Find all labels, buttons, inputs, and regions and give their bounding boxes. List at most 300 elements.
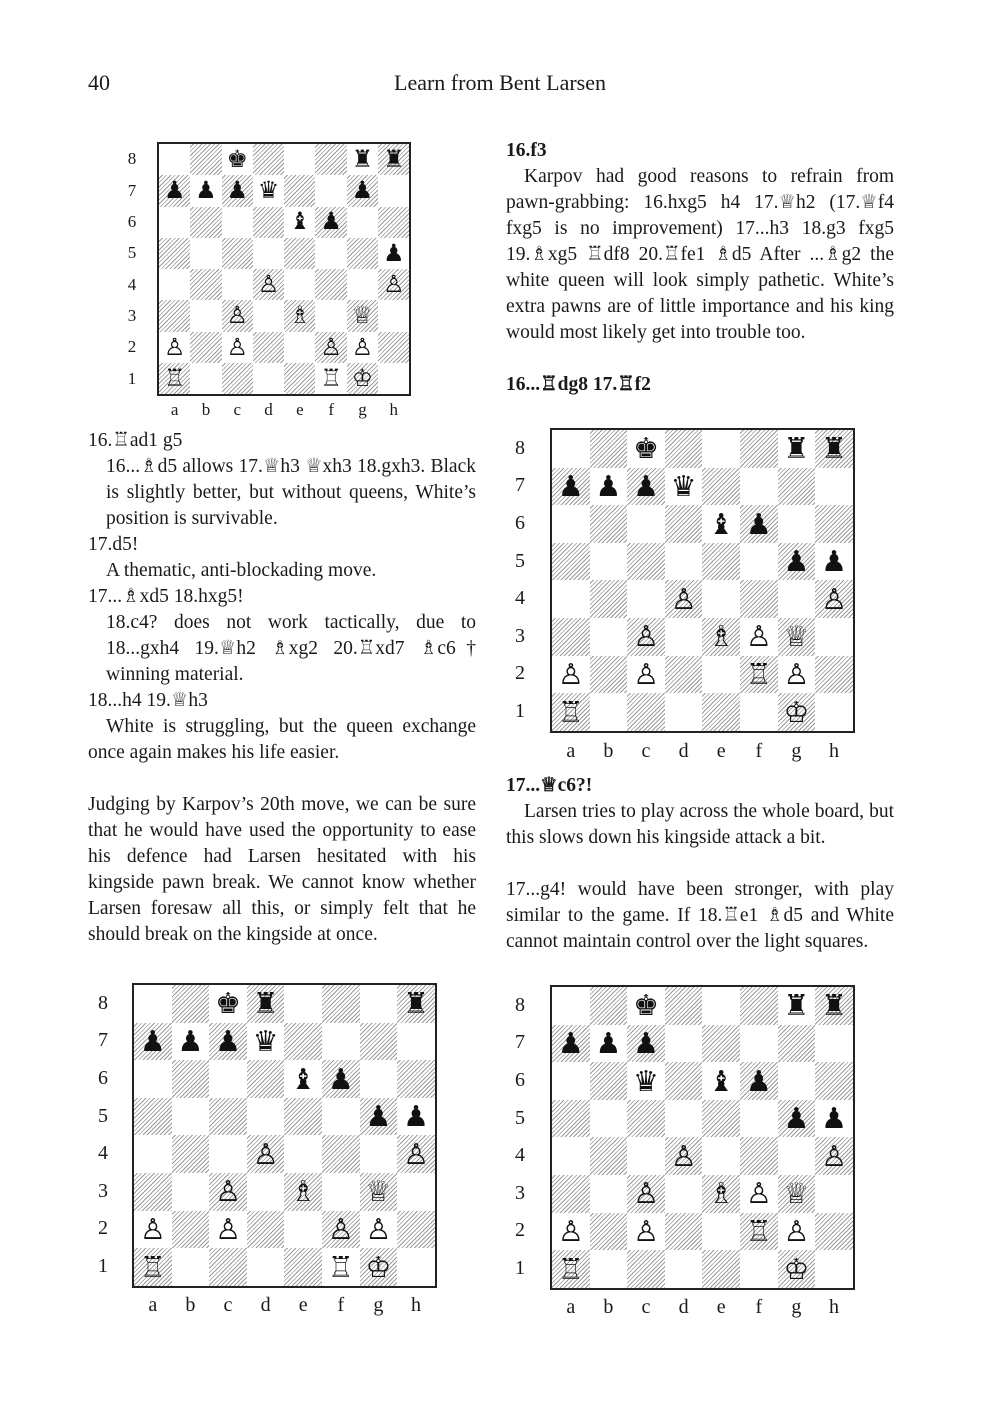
chess-board: [550, 428, 855, 733]
board-square: [284, 363, 315, 394]
file-label: c: [641, 740, 651, 762]
white-pawn-icon: ♙: [670, 581, 697, 616]
board-square: [397, 1211, 435, 1249]
white-king-icon: ♔: [351, 363, 374, 392]
board-square: [315, 300, 346, 331]
board-square: [552, 543, 590, 581]
board-square: [702, 430, 740, 468]
board-square: [815, 693, 853, 731]
rank-label: 5: [515, 1106, 525, 1129]
board-square: [322, 1248, 360, 1286]
board-square: [552, 430, 590, 468]
board-square: [627, 468, 665, 506]
file-label: c: [641, 1296, 651, 1318]
board-square: [740, 1025, 778, 1063]
black-pawn-icon: ♟: [327, 1061, 354, 1096]
black-bishop-icon: ♝: [708, 1063, 735, 1098]
board-square: [397, 1060, 435, 1098]
board-square: [627, 987, 665, 1025]
board-square: [347, 238, 378, 269]
board-square: [347, 269, 378, 300]
commentary-paragraph: 18.c4? does not work tactically, due to 18...gxh4 19.♕h2 ♗xg2 20.♖xd7 ♗c6† winning material.: [106, 612, 476, 685]
file-label: h: [828, 1296, 839, 1318]
black-pawn-icon: ♟: [195, 176, 217, 205]
white-rook-icon: ♖: [164, 363, 186, 392]
board-square: [815, 618, 853, 656]
board-square: [222, 238, 253, 269]
board-square: [702, 505, 740, 543]
board-square: [627, 1062, 665, 1100]
black-pawn-icon: ♟: [821, 1101, 847, 1136]
board-square: [778, 505, 816, 543]
white-bishop-icon: ♗: [289, 301, 311, 330]
board-square: [209, 1060, 247, 1098]
board-square: [134, 1173, 172, 1211]
black-rook-icon: ♜: [403, 986, 429, 1021]
white-pawn-icon: ♙: [821, 1138, 847, 1173]
move-line: 16...♖dg8 17.♖f2: [506, 374, 651, 395]
board-square: [552, 1137, 590, 1175]
board-square: [284, 175, 315, 206]
white-pawn-icon: ♙: [633, 1176, 659, 1211]
board-square: [172, 1135, 210, 1173]
board-square: [159, 144, 190, 175]
board-square: [284, 985, 322, 1023]
white-pawn-icon: ♙: [257, 269, 280, 298]
black-pawn-icon: ♟: [320, 207, 342, 236]
rank-label: 3: [98, 1179, 108, 1202]
white-rook-icon: ♖: [745, 1214, 772, 1249]
commentary-paragraph: Judging by Karpov’s 20th move, we can be sure that he would have used the opportunity to ease his defence had Larsen hesitated with his kingside pawn break. We cannot know whether Larsen foresaw all this, or simply felt that he should break on the kingside at once.: [88, 794, 476, 945]
board-square: [247, 1135, 285, 1173]
move-line: 17...♗xd5 18.hxg5!: [88, 586, 244, 607]
board-square: [315, 207, 346, 238]
board-square: [284, 332, 315, 363]
file-label: g: [373, 1294, 384, 1316]
rank-label: 1: [98, 1255, 108, 1277]
white-pawn-icon: ♙: [670, 1138, 697, 1173]
board-square: [190, 332, 221, 363]
board-square: [378, 300, 409, 331]
board-square: [172, 1211, 210, 1249]
board-square: [322, 1023, 360, 1061]
board-square: [778, 618, 816, 656]
board-square: [815, 1137, 853, 1175]
board-square: [284, 1248, 322, 1286]
board-square: [552, 1025, 590, 1063]
board-square: [778, 987, 816, 1025]
board-square: [378, 207, 409, 238]
board-square: [702, 1137, 740, 1175]
rank-label: 2: [515, 1219, 525, 1242]
white-pawn-icon: ♙: [633, 619, 659, 654]
board-square: [253, 144, 284, 175]
board-square: [247, 1023, 285, 1061]
white-pawn-icon: ♙: [633, 657, 659, 692]
board-square: [665, 543, 703, 581]
board-square: [552, 1062, 590, 1100]
board-square: [360, 1211, 398, 1249]
board-square: [190, 363, 221, 394]
board-square: [347, 300, 378, 331]
black-pawn-icon: ♟: [783, 544, 810, 579]
black-queen-icon: ♛: [670, 469, 697, 504]
black-queen-icon: ♛: [633, 1063, 659, 1098]
board-square: [253, 238, 284, 269]
black-pawn-icon: ♟: [633, 1026, 659, 1061]
file-label: g: [791, 1296, 802, 1318]
board-square: [190, 238, 221, 269]
board-square: [627, 1137, 665, 1175]
board-square: [702, 580, 740, 618]
board-square: [778, 656, 816, 694]
file-label: b: [201, 400, 211, 419]
board-square: [815, 1175, 853, 1213]
board-square: [590, 1213, 628, 1251]
white-rook-icon: ♖: [139, 1249, 166, 1284]
white-queen-icon: ♕: [783, 619, 810, 654]
commentary-paragraph: White is struggling, but the queen exchange once again makes his life easier.: [88, 716, 476, 763]
board-square: [590, 1137, 628, 1175]
board-square: [134, 1248, 172, 1286]
board-square: [172, 1023, 210, 1061]
board-square: [322, 1173, 360, 1211]
board-square: [284, 238, 315, 269]
move-line: 17.d5!: [88, 534, 139, 555]
board-square: [284, 300, 315, 331]
board-square: [627, 505, 665, 543]
board-square: [665, 987, 703, 1025]
paragraph-gap: [88, 766, 476, 792]
white-king-icon: ♔: [783, 1251, 810, 1286]
board-square: [552, 618, 590, 656]
rank-label: 2: [127, 337, 137, 357]
board-square: [209, 1248, 247, 1286]
commentary-paragraph: 16...♗d5 allows 17.♕h3 ♕xh3 18.gxh3. Black is slightly better, but without queens, White’s position is survivable.: [106, 456, 476, 529]
rank-label: 8: [98, 991, 108, 1014]
board-square: [347, 207, 378, 238]
board-square: [590, 468, 628, 506]
rank-label: 4: [515, 587, 525, 610]
file-label: a: [566, 1296, 576, 1318]
board-square: [134, 1098, 172, 1136]
white-rook-icon: ♖: [557, 1251, 584, 1286]
board-square: [347, 175, 378, 206]
board-square: [209, 1135, 247, 1173]
page-number: 40: [88, 70, 110, 95]
board-square: [322, 1135, 360, 1173]
board-square: [702, 656, 740, 694]
board-square: [815, 543, 853, 581]
board-square: [665, 1250, 703, 1288]
board-square: [740, 1250, 778, 1288]
board-square: [347, 363, 378, 394]
board-square: [322, 985, 360, 1023]
board-square: [247, 1211, 285, 1249]
white-pawn-icon: ♙: [365, 1212, 392, 1247]
file-label: c: [233, 400, 242, 419]
rank-label: 5: [127, 243, 137, 263]
board-square: [778, 1213, 816, 1251]
file-label: b: [603, 1296, 614, 1318]
black-rook-icon: ♜: [821, 431, 847, 466]
board-square: [253, 300, 284, 331]
board-square: [397, 1023, 435, 1061]
board-square: [778, 1100, 816, 1138]
chess-board: [550, 985, 855, 1290]
board-square: [360, 1135, 398, 1173]
black-bishop-icon: ♝: [290, 1061, 317, 1096]
black-king-icon: ♚: [226, 144, 248, 173]
file-label: g: [358, 400, 367, 419]
rank-label: 3: [127, 305, 137, 325]
board-square: [815, 1025, 853, 1063]
board-square: [665, 1175, 703, 1213]
board-square: [740, 693, 778, 731]
white-pawn-icon: ♙: [557, 657, 584, 692]
board-square: [702, 1100, 740, 1138]
board-square: [740, 505, 778, 543]
board-square: [159, 238, 190, 269]
board-square: [815, 468, 853, 506]
rank-label: 8: [127, 149, 137, 169]
board-square: [740, 468, 778, 506]
white-queen-icon: ♕: [365, 1174, 392, 1209]
board-square: [702, 468, 740, 506]
board-square: [778, 1025, 816, 1063]
board-square: [172, 985, 210, 1023]
board-square: [284, 1098, 322, 1136]
rank-label: 1: [515, 700, 525, 722]
board-square: [665, 1213, 703, 1251]
black-pawn-icon: ♟: [557, 469, 584, 504]
board-square: [665, 1100, 703, 1138]
board-square: [778, 1250, 816, 1288]
file-label: e: [298, 1294, 308, 1316]
black-pawn-icon: ♟: [595, 469, 622, 504]
board-square: [590, 1100, 628, 1138]
board-square: [552, 1250, 590, 1288]
board-square: [315, 332, 346, 363]
rank-label: 4: [515, 1144, 525, 1167]
board-square: [702, 1025, 740, 1063]
black-king-icon: ♚: [633, 988, 659, 1023]
board-square: [134, 1135, 172, 1173]
board-square: [665, 1062, 703, 1100]
board-square: [740, 1137, 778, 1175]
board-square: [702, 693, 740, 731]
board-square: [740, 987, 778, 1025]
file-label: h: [828, 740, 839, 762]
black-pawn-icon: ♟: [177, 1024, 204, 1059]
board-square: [627, 693, 665, 731]
board-square: [590, 1175, 628, 1213]
board-square: [552, 987, 590, 1025]
rank-label: 7: [98, 1029, 108, 1052]
rank-label: 6: [515, 512, 525, 534]
board-square: [665, 505, 703, 543]
board-square: [627, 543, 665, 581]
board-square: [253, 269, 284, 300]
board-square: [552, 505, 590, 543]
board-square: [552, 1213, 590, 1251]
chess-board: [157, 142, 411, 396]
board-square: [247, 985, 285, 1023]
white-pawn-icon: ♙: [226, 301, 248, 330]
board-square: [740, 1175, 778, 1213]
white-pawn-icon: ♙: [403, 1136, 429, 1171]
board-square: [222, 363, 253, 394]
board-square: [378, 238, 409, 269]
board-square: [209, 985, 247, 1023]
board-square: [222, 175, 253, 206]
board-square: [209, 1211, 247, 1249]
board-square: [284, 1023, 322, 1061]
black-pawn-icon: ♟: [745, 1063, 772, 1098]
board-square: [702, 1213, 740, 1251]
board-square: [778, 1175, 816, 1213]
right-column-top-text: [506, 138, 894, 398]
black-pawn-icon: ♟: [633, 469, 659, 504]
board-square: [590, 580, 628, 618]
commentary-paragraph: Larsen tries to play across the whole board, but this slows down his kingside attack a bit.: [506, 801, 894, 848]
board-square: [134, 1211, 172, 1249]
black-rook-icon: ♜: [783, 988, 810, 1023]
board-square: [590, 618, 628, 656]
board-square: [397, 1135, 435, 1173]
board-square: [134, 985, 172, 1023]
board-square: [253, 332, 284, 363]
board-square: [815, 987, 853, 1025]
board-square: [815, 1100, 853, 1138]
move-line: 17...♕c6?!: [506, 775, 593, 796]
board-square: [172, 1098, 210, 1136]
board-square: [322, 1211, 360, 1249]
board-square: [815, 656, 853, 694]
file-label: c: [223, 1294, 233, 1316]
board-square: [590, 505, 628, 543]
board-square: [702, 987, 740, 1025]
file-label: a: [170, 400, 179, 419]
white-pawn-icon: ♙: [215, 1212, 241, 1247]
board-square: [222, 269, 253, 300]
move-line: 18...h4 19.♕h3: [88, 690, 208, 711]
board-square: [590, 430, 628, 468]
black-pawn-icon: ♟: [351, 176, 374, 205]
board-square: [815, 580, 853, 618]
board-square: [552, 468, 590, 506]
white-pawn-icon: ♙: [821, 581, 847, 616]
board-square: [190, 269, 221, 300]
file-label: e: [296, 400, 304, 419]
board-square: [627, 580, 665, 618]
board-square: [247, 1173, 285, 1211]
black-queen-icon: ♛: [252, 1024, 279, 1059]
white-pawn-icon: ♙: [252, 1136, 279, 1171]
board-square: [665, 1137, 703, 1175]
board-square: [360, 1173, 398, 1211]
board-square: [815, 1213, 853, 1251]
move-line: 16.f3: [506, 140, 547, 161]
board-square: [322, 1098, 360, 1136]
paragraph-gap: [506, 346, 894, 372]
board-square: [222, 300, 253, 331]
board-square: [397, 1173, 435, 1211]
right-column-mid-text: [506, 773, 894, 955]
board-square: [590, 543, 628, 581]
board-square: [627, 1250, 665, 1288]
board-square: [665, 693, 703, 731]
white-pawn-icon: ♙: [226, 332, 248, 361]
board-square: [134, 1060, 172, 1098]
board-square: [627, 1100, 665, 1138]
file-label: a: [148, 1294, 158, 1316]
board-square: [740, 430, 778, 468]
board-square: [627, 656, 665, 694]
white-rook-icon: ♖: [745, 657, 772, 692]
board-square: [284, 1135, 322, 1173]
board-square: [665, 656, 703, 694]
board-square: [209, 1023, 247, 1061]
white-pawn-icon: ♙: [215, 1174, 241, 1209]
rank-label: 1: [515, 1257, 525, 1279]
board-square: [284, 269, 315, 300]
board-square: [665, 1025, 703, 1063]
board-square: [665, 468, 703, 506]
file-label: d: [264, 400, 273, 419]
file-label: g: [791, 740, 802, 762]
board-square: [740, 1062, 778, 1100]
board-square: [378, 363, 409, 394]
board-square: [590, 987, 628, 1025]
file-label: h: [389, 400, 398, 419]
board-square: [627, 1213, 665, 1251]
white-pawn-icon: ♙: [633, 1214, 659, 1249]
board-square: [360, 1248, 398, 1286]
white-rook-icon: ♖: [320, 363, 342, 392]
white-pawn-icon: ♙: [383, 269, 405, 298]
file-label: d: [260, 1294, 271, 1316]
rank-label: 7: [127, 180, 137, 200]
white-pawn-icon: ♙: [783, 657, 810, 692]
rank-label: 8: [515, 993, 525, 1016]
board-square: [315, 238, 346, 269]
board-square: [778, 693, 816, 731]
rank-label: 3: [515, 624, 525, 647]
rank-label: 4: [98, 1142, 108, 1165]
board-square: [815, 430, 853, 468]
white-rook-icon: ♖: [327, 1249, 354, 1284]
board-square: [360, 1098, 398, 1136]
board-square: [360, 985, 398, 1023]
board-square: [190, 144, 221, 175]
board-square: [778, 1137, 816, 1175]
rank-label: 6: [127, 212, 137, 232]
white-bishop-icon: ♗: [708, 1176, 735, 1211]
board-square: [552, 693, 590, 731]
board-square: [665, 618, 703, 656]
white-queen-icon: ♕: [783, 1176, 810, 1211]
page-title: Learn from Bent Larsen: [394, 70, 606, 95]
board-square: [397, 1098, 435, 1136]
board-square: [159, 269, 190, 300]
move-line: 16.♖ad1 g5: [88, 430, 183, 451]
board-square: [172, 1060, 210, 1098]
black-king-icon: ♚: [633, 431, 659, 466]
board-square: [665, 580, 703, 618]
white-bishop-icon: ♗: [708, 619, 735, 654]
board-square: [552, 1175, 590, 1213]
